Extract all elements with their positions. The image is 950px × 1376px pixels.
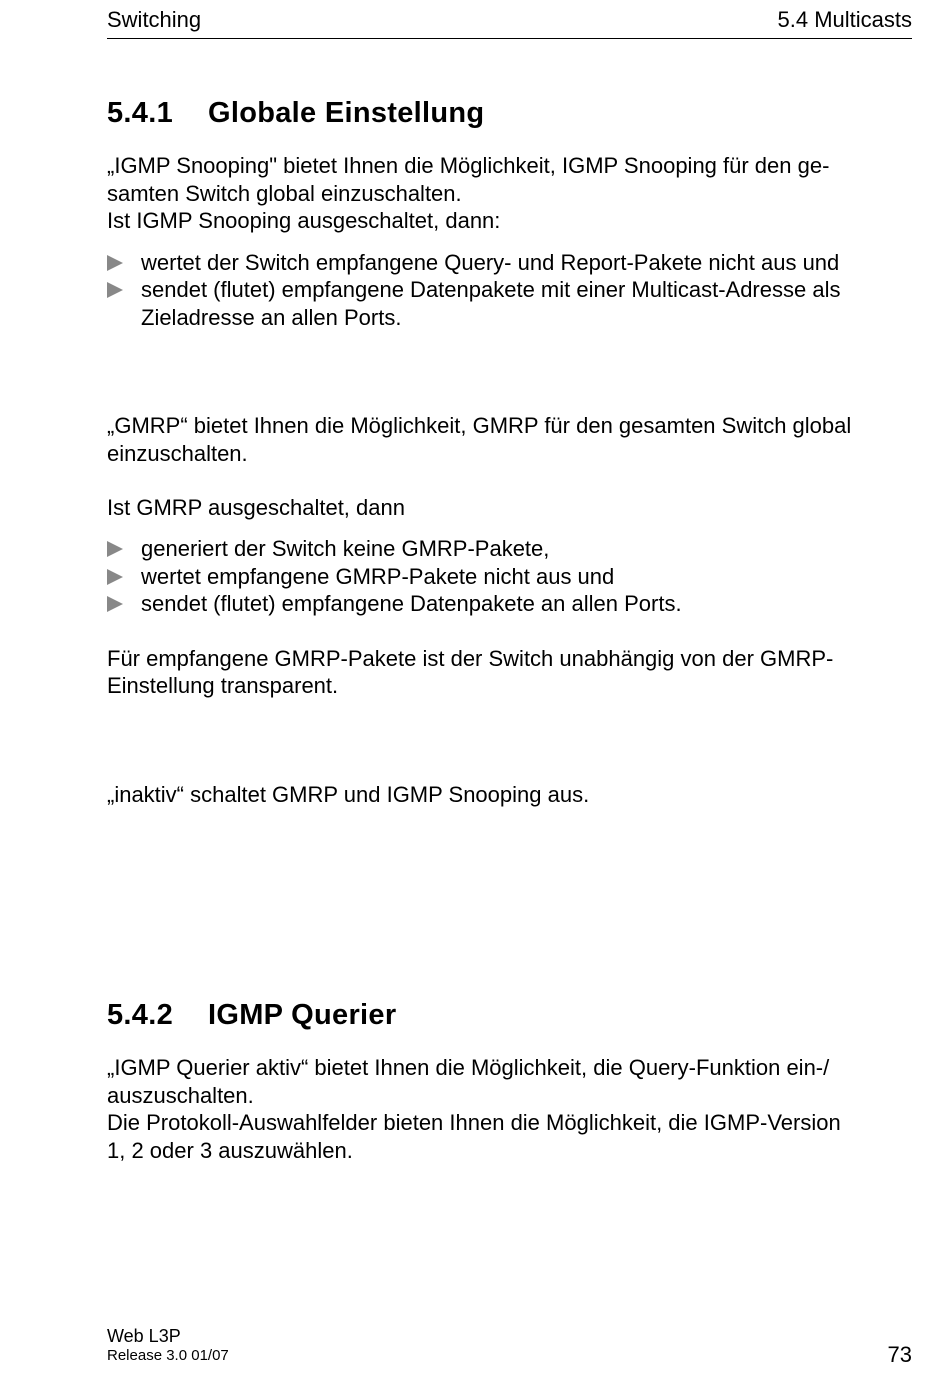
- footer-release: Release 3.0 01/07: [107, 1347, 229, 1364]
- page-number: 73: [887, 1342, 912, 1367]
- section-title: Globale Einstellung: [208, 97, 485, 129]
- section-title: IGMP Querier: [208, 999, 397, 1031]
- triangle-bullet-icon: [107, 282, 123, 298]
- triangle-bullet-icon: [107, 596, 123, 612]
- bullet-text: wertet empfangene GMRP-Pakete nicht aus und: [141, 564, 615, 589]
- running-header-chapter: Switching: [107, 7, 202, 32]
- paragraph-line: samten Switch global einzuschalten.: [107, 181, 462, 206]
- paragraph-line: Für empfangene GMRP-Pakete ist der Switch unabhängig von der GMRP-: [107, 646, 834, 671]
- footer-product: Web L3P: [107, 1326, 181, 1346]
- triangle-bullet-icon: [107, 541, 123, 557]
- section-heading-5-4-2: [107, 997, 396, 1033]
- bullet-text: Zieladresse an allen Ports.: [141, 305, 402, 330]
- paragraph-line: „inaktiv“ schaltet GMRP und IGMP Snooping aus.: [107, 782, 590, 807]
- bullet-text: sendet (flutet) empfangene Datenpakete mit einer Multicast-Adresse als: [141, 277, 841, 302]
- bullet-text: sendet (flutet) empfangene Datenpakete an allen Ports.: [141, 591, 682, 616]
- paragraph-line: „IGMP Querier aktiv“ bietet Ihnen die Möglichkeit, die Query-Funktion ein-/: [107, 1055, 830, 1080]
- paragraph-line: „IGMP Snooping" bietet Ihnen die Möglichkeit, IGMP Snooping für den ge-: [107, 153, 830, 178]
- paragraph-line: auszuschalten.: [107, 1083, 254, 1108]
- running-header-section: 5.4 Multicasts: [777, 7, 912, 32]
- bullet-text: wertet der Switch empfangene Query- und Report-Pakete nicht aus und: [141, 250, 840, 275]
- paragraph-line: Ist IGMP Snooping ausgeschaltet, dann:: [107, 208, 501, 233]
- section-number: 5.4.2: [107, 999, 173, 1031]
- paragraph-line: „GMRP“ bietet Ihnen die Möglichkeit, GMRP für den gesamten Switch global: [107, 413, 852, 438]
- paragraph-line: Ist GMRP ausgeschaltet, dann: [107, 495, 405, 520]
- paragraph-line: einzuschalten.: [107, 441, 248, 466]
- paragraph-line: Die Protokoll-Auswahlfelder bieten Ihnen die Möglichkeit, die IGMP-Version: [107, 1110, 841, 1135]
- bullet-text: generiert der Switch keine GMRP-Pakete,: [141, 536, 550, 561]
- triangle-bullet-icon: [107, 255, 123, 271]
- section-heading-5-4-1: [107, 95, 484, 131]
- section-number: 5.4.1: [107, 97, 173, 129]
- paragraph-line: 1, 2 oder 3 auszuwählen.: [107, 1138, 353, 1163]
- paragraph-line: Einstellung transparent.: [107, 673, 339, 698]
- header-rule: [107, 38, 912, 39]
- triangle-bullet-icon: [107, 569, 123, 585]
